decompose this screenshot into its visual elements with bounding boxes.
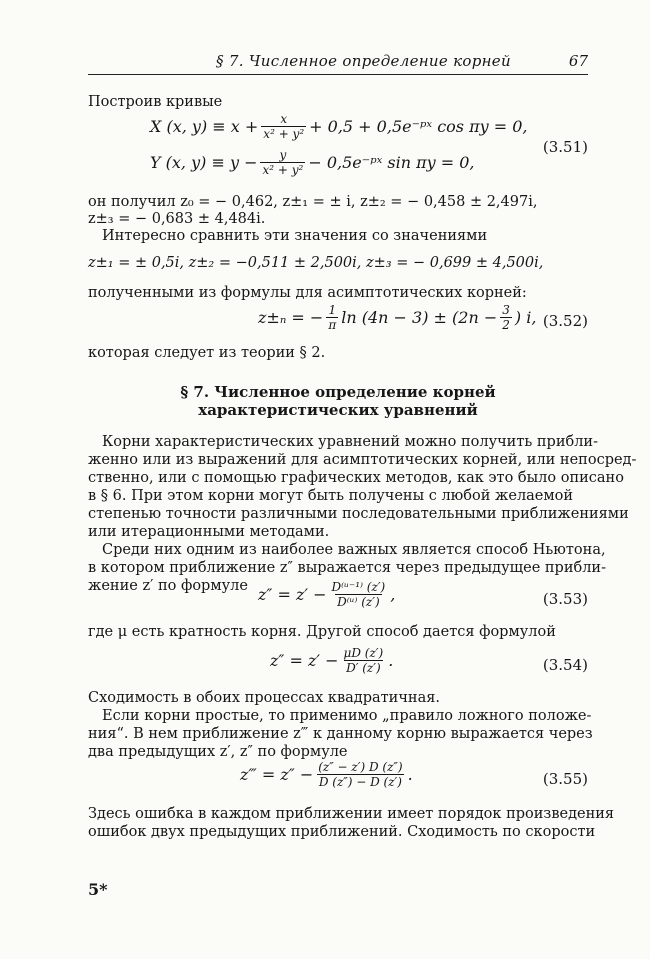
- paragraph-line: жение z′ по формуле: [88, 578, 248, 594]
- eq-lhs: X (x, y) ≡ x +: [150, 117, 259, 136]
- paragraph-line: ственно, или с помощью графических методов, как это было описано: [88, 470, 624, 486]
- equation-3-51-line1: [150, 112, 527, 141]
- fraction: [316, 760, 404, 789]
- fraction: [330, 580, 388, 609]
- eq-lhs: z″ = z′ −: [270, 651, 339, 670]
- eq-mid: ln (4n − 3) ± (2n −: [341, 308, 498, 327]
- fraction-numerator: x: [280, 112, 288, 126]
- equation-number: (3.52): [542, 312, 588, 330]
- compare-line: Интересно сравнить эти значения со значениями: [102, 228, 488, 244]
- paragraph-line: ния“. В нем приближение z‴ к данному корню выражается через: [88, 726, 593, 742]
- mu-line: где μ есть кратность корня. Другой способ дается формулой: [88, 624, 556, 640]
- eq-rhs: + 0,5 + 0,5e⁻ᵖˣ cos πy = 0,: [309, 117, 528, 136]
- paragraph-line: женно или из выражений для асимптотических корней, или непосред-: [88, 452, 637, 468]
- paragraph-line: Если корни простые, то применимо „правило ложного положе-: [102, 708, 592, 724]
- equation-number: (3.54): [542, 656, 588, 674]
- paragraph-line: степенью точности различными последовательными приближениями: [88, 506, 629, 522]
- fraction-numerator: μD (z′): [343, 646, 384, 660]
- paragraph-line: в котором приближение z″ выражается через предыдущее прибли-: [88, 560, 606, 576]
- paragraph-line: в § 6. При этом корни могут быть получены с любой желаемой: [88, 488, 574, 504]
- paragraph-line: Среди них одним из наиболее важных является способ Ньютона,: [102, 542, 606, 558]
- fraction-numerator: (z″ − z′) D (z″): [318, 760, 403, 774]
- signature-mark: 5*: [88, 880, 108, 899]
- intro-text: Построив кривые: [88, 94, 223, 110]
- result-line-2: z±₃ = − 0,683 ± 4,484i.: [88, 211, 266, 227]
- equation-3-52: [258, 303, 536, 332]
- fraction-numerator: y: [279, 148, 287, 162]
- paragraph-line: ошибок двух предыдущих приближений. Сходимость по скорости: [88, 824, 596, 840]
- obtained-line: полученными из формулы для асимптотических корней:: [88, 285, 527, 301]
- eq-lhs: Y (x, y) ≡ y −: [150, 153, 258, 172]
- eq-rhs: ) i,: [514, 308, 537, 327]
- fraction-numerator: 1: [328, 303, 337, 317]
- eq-rhs: .: [388, 651, 394, 670]
- eq-rhs: ,: [390, 585, 396, 604]
- running-header: [88, 50, 588, 75]
- paragraph-line: Корни характеристических уравнений можно получить прибли-: [102, 434, 598, 450]
- result-line-1: он получил z₀ = − 0,462, z±₁ = ± i, z±₂ = − 0,458 ± 2,497i,: [88, 194, 538, 210]
- fraction-denominator: D′ (z′): [346, 661, 381, 675]
- paragraph-line: Здесь ошибка в каждом приближении имеет порядок произведения: [88, 806, 615, 822]
- equation-number: (3.55): [542, 770, 588, 788]
- fraction-denominator: π: [328, 318, 337, 332]
- fraction-denominator: D⁽ᵘ⁾ (z′): [337, 595, 380, 609]
- eq-lhs: z″ = z′ −: [258, 585, 327, 604]
- equation-number: (3.53): [542, 590, 588, 608]
- equation-3-54: [270, 646, 393, 675]
- values-line: z±₁ = ± 0,5i, z±₂ = −0,511 ± 2,500i, z±₃ = − 0,699 ± 4,500i,: [88, 255, 544, 271]
- follows-line: которая следует из теории § 2.: [88, 345, 326, 361]
- fraction-denominator: x² + y²: [263, 127, 305, 141]
- eq-lhs: z±ₙ = −: [258, 308, 324, 327]
- paragraph-line: два предыдущих z′, z″ по формуле: [88, 744, 348, 760]
- eq-lhs: z‴ = z″ −: [240, 765, 314, 784]
- fraction-denominator: D (z″) − D (z′): [318, 775, 402, 789]
- section-title-line-1: § 7. Численное определение корней: [180, 383, 496, 401]
- fraction-denominator: x² + y²: [262, 163, 304, 177]
- running-header-title: § 7. Численное определение корней: [216, 52, 511, 70]
- page-number: 67: [568, 52, 588, 70]
- section-title-line-2: характеристических уравнений: [198, 401, 478, 419]
- fraction-numerator: D⁽ᵘ⁻¹⁾ (z′): [331, 580, 386, 594]
- equation-number: (3.51): [542, 138, 588, 156]
- convergence-line: Сходимость в обоих процессах квадратичная.: [88, 690, 440, 706]
- fraction: [260, 148, 305, 177]
- fraction: [261, 112, 306, 141]
- fraction-numerator: 3: [502, 303, 510, 317]
- eq-rhs: − 0,5e⁻ᵖˣ sin πy = 0,: [308, 153, 475, 172]
- eq-rhs: .: [407, 765, 413, 784]
- paragraph-line: или итерационными методами.: [88, 524, 330, 540]
- equation-3-51-line2: [150, 148, 474, 177]
- fraction: [500, 303, 512, 332]
- equation-3-55: [240, 760, 413, 789]
- equation-3-53: [258, 580, 395, 609]
- fraction: [326, 303, 338, 332]
- fraction: [342, 646, 386, 675]
- fraction-denominator: 2: [502, 318, 510, 332]
